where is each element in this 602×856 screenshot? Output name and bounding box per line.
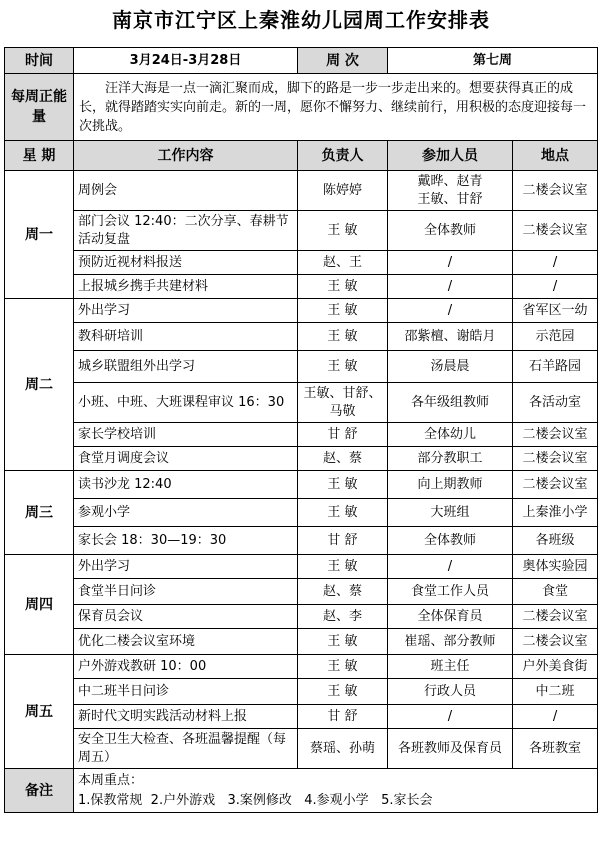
owner-cell: 王 敏 [298, 211, 388, 251]
work-content-cell: 预防近视材料报送 [74, 251, 298, 275]
weekday-cell: 周四 [5, 555, 74, 655]
weekday-cell: 周一 [5, 171, 74, 299]
owner-cell: 王 敏 [298, 275, 388, 299]
owner-cell: 赵、蔡 [298, 447, 388, 471]
schedule-table [4, 47, 598, 813]
work-content-cell: 外出学习 [74, 555, 298, 579]
col-place: 地点 [513, 141, 598, 171]
participants-cell: 全体幼儿 [388, 423, 513, 447]
participants-cell: 各年级组教师 [388, 383, 513, 423]
table-row [5, 351, 598, 383]
work-content-cell: 优化二楼会议室环境 [74, 629, 298, 655]
notes-focus-list: 1.保教常规 2.户外游戏 3.案例修改 4.参观小学 5.家长会 [78, 792, 433, 808]
owner-cell: 赵、王 [298, 251, 388, 275]
table-row [5, 275, 598, 299]
owner-cell: 赵、蔡 [298, 579, 388, 605]
work-content-cell: 新时代文明实践活动材料上报 [74, 705, 298, 729]
participants-cell: 班主任 [388, 655, 513, 679]
table-row [5, 447, 598, 471]
participants-cell: / [388, 251, 513, 275]
owner-cell: 王 敏 [298, 629, 388, 655]
work-content-cell: 读书沙龙 12:40 [74, 471, 298, 499]
notes-content [74, 769, 598, 813]
table-row [5, 555, 598, 579]
table-row [5, 629, 598, 655]
notes-heading: 本周重点： [78, 772, 144, 788]
table-row [5, 705, 598, 729]
motto-text: 汪洋大海是一点一滴汇聚而成，脚下的路是一步一步走出来的。想要获得真正的成长，就得踏踏实实向前走。新的一周，愿你不懈努力、继续前行，用积极的态度迎接每一次挑战。 [74, 74, 598, 141]
work-content-cell: 小班、中班、大班课程审议 16：30 [74, 383, 298, 423]
col-owner: 负责人 [298, 141, 388, 171]
table-row [5, 423, 598, 447]
work-content-cell: 周例会 [74, 171, 298, 211]
owner-cell: 王敏、甘舒、马敬 [298, 383, 388, 423]
week-value: 第七周 [388, 48, 598, 74]
table-row [5, 527, 598, 555]
col-participants: 参加人员 [388, 141, 513, 171]
place-cell: / [513, 251, 598, 275]
table-row [5, 211, 598, 251]
owner-cell: 王 敏 [298, 679, 388, 705]
place-cell: / [513, 275, 598, 299]
work-content-cell: 参观小学 [74, 499, 298, 527]
place-cell: 食堂 [513, 579, 598, 605]
participants-cell: 各班教师及保育员 [388, 729, 513, 769]
table-row [5, 579, 598, 605]
work-content-cell: 食堂月调度会议 [74, 447, 298, 471]
table-row [5, 679, 598, 705]
work-content-cell: 城乡联盟组外出学习 [74, 351, 298, 383]
weekday-cell: 周五 [5, 655, 74, 769]
place-cell: 各班级 [513, 527, 598, 555]
work-content-cell: 家长学校培训 [74, 423, 298, 447]
motto-label: 每周正能量 [5, 74, 74, 141]
place-cell: 二楼会议室 [513, 629, 598, 655]
participants-cell: / [388, 705, 513, 729]
participants-cell: 崔瑶、部分教师 [388, 629, 513, 655]
work-content-cell: 外出学习 [74, 299, 298, 323]
owner-cell: 王 敏 [298, 471, 388, 499]
participants-cell: / [388, 275, 513, 299]
work-content-cell: 教科研培训 [74, 323, 298, 351]
place-cell: 二楼会议室 [513, 423, 598, 447]
place-cell: 户外美食街 [513, 655, 598, 679]
column-header-row [5, 141, 598, 171]
owner-cell: 甘 舒 [298, 527, 388, 555]
col-weekday: 星 期 [5, 141, 74, 171]
table-row [5, 251, 598, 275]
notes-label: 备注 [5, 769, 74, 813]
page-title: 南京市江宁区上秦淮幼儿园周工作安排表 [112, 8, 490, 32]
table-row [5, 605, 598, 629]
owner-cell: 王 敏 [298, 299, 388, 323]
owner-cell: 甘 舒 [298, 423, 388, 447]
work-content-cell: 部门会议 12:40：二次分享、春耕节活动复盘 [74, 211, 298, 251]
work-content-cell: 户外游戏教研 10：00 [74, 655, 298, 679]
owner-cell: 王 敏 [298, 655, 388, 679]
work-content-cell: 安全卫生大检查、各班温馨提醒（每周五） [74, 729, 298, 769]
motto-row [5, 74, 598, 141]
weekday-cell: 周二 [5, 299, 74, 471]
participants-cell: / [388, 555, 513, 579]
date-range: 3月24日-3月28日 [74, 48, 298, 74]
place-cell: 二楼会议室 [513, 447, 598, 471]
place-cell: 上秦淮小学 [513, 499, 598, 527]
place-cell: 二楼会议室 [513, 211, 598, 251]
participants-cell: 全体保育员 [388, 605, 513, 629]
place-cell: 示范园 [513, 323, 598, 351]
participants-cell: / [388, 299, 513, 323]
participants-cell: 行政人员 [388, 679, 513, 705]
owner-cell: 甘 舒 [298, 705, 388, 729]
participants-cell: 全体教师 [388, 527, 513, 555]
notes-row [5, 769, 598, 813]
owner-cell: 王 敏 [298, 499, 388, 527]
owner-cell: 赵、李 [298, 605, 388, 629]
time-label: 时间 [5, 48, 74, 74]
place-cell: 中二班 [513, 679, 598, 705]
owner-cell: 王 敏 [298, 555, 388, 579]
participants-cell: 戴晔、赵青 王敏、甘舒 [388, 171, 513, 211]
owner-cell: 王 敏 [298, 351, 388, 383]
place-cell: 奥体实验园 [513, 555, 598, 579]
place-cell: 各班教室 [513, 729, 598, 769]
place-cell: / [513, 705, 598, 729]
place-cell: 二楼会议室 [513, 605, 598, 629]
table-row [5, 655, 598, 679]
participants-cell: 全体教师 [388, 211, 513, 251]
participants-cell: 大班组 [388, 499, 513, 527]
participants-cell: 邵紫檀、谢皓月 [388, 323, 513, 351]
table-row [5, 383, 598, 423]
table-row [5, 299, 598, 323]
owner-cell: 陈婷婷 [298, 171, 388, 211]
table-row [5, 471, 598, 499]
place-cell: 省军区一幼 [513, 299, 598, 323]
participants-cell: 汤晨晨 [388, 351, 513, 383]
table-row [5, 323, 598, 351]
owner-cell: 蔡瑶、孙萌 [298, 729, 388, 769]
table-row [5, 171, 598, 211]
header-row [5, 48, 598, 74]
col-content: 工作内容 [74, 141, 298, 171]
table-row [5, 729, 598, 769]
week-label: 周 次 [298, 48, 388, 74]
participants-cell: 部分教职工 [388, 447, 513, 471]
work-content-cell: 家长会 18：30—19：30 [74, 527, 298, 555]
place-cell: 二楼会议室 [513, 171, 598, 211]
table-row [5, 499, 598, 527]
participants-cell: 食堂工作人员 [388, 579, 513, 605]
place-cell: 二楼会议室 [513, 471, 598, 499]
participants-cell: 向上期教师 [388, 471, 513, 499]
work-content-cell: 中二班半日问诊 [74, 679, 298, 705]
work-content-cell: 保育员会议 [74, 605, 298, 629]
weekday-cell: 周三 [5, 471, 74, 555]
work-content-cell: 食堂半日问诊 [74, 579, 298, 605]
owner-cell: 王 敏 [298, 323, 388, 351]
work-content-cell: 上报城乡携手共建材料 [74, 275, 298, 299]
place-cell: 各活动室 [513, 383, 598, 423]
place-cell: 石羊路园 [513, 351, 598, 383]
